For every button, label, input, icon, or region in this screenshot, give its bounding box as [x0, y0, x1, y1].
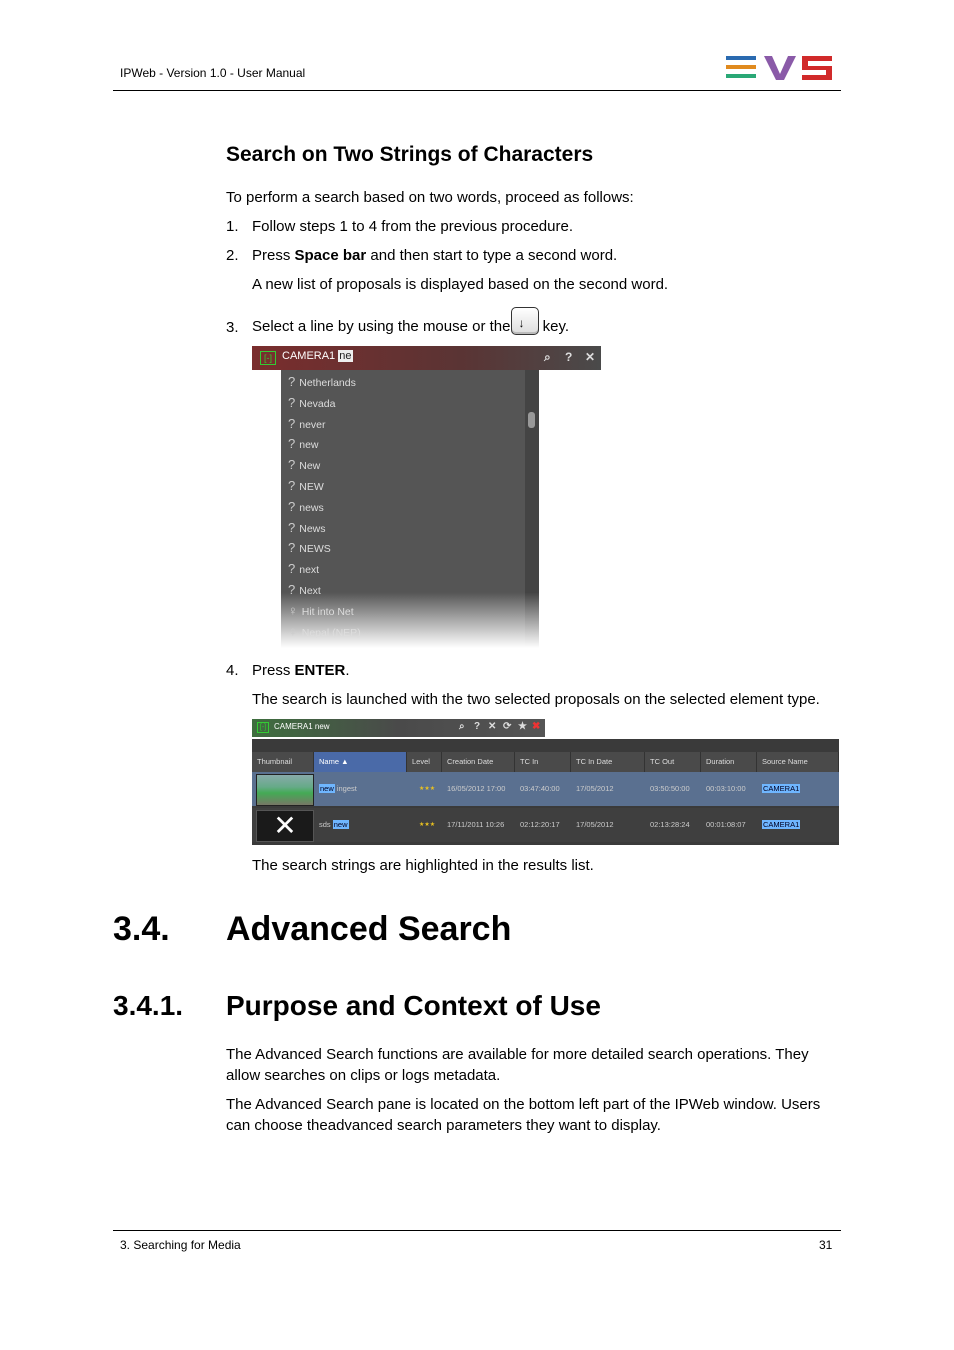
- list-scrollbar[interactable]: [525, 370, 539, 648]
- step-3-number: 3.: [226, 319, 239, 336]
- no-thumbnail-icon: ✕: [256, 810, 314, 842]
- step-1-number: 1.: [226, 218, 239, 235]
- list-item-label: Nevada: [299, 397, 336, 410]
- list-item[interactable]: [288, 582, 321, 597]
- list-item-label: News: [299, 522, 326, 535]
- proposal-list: [281, 370, 539, 648]
- column-header[interactable]: Creation Date: [442, 752, 515, 772]
- search-input[interactable]: CAMERA1 ne: [282, 350, 352, 362]
- list-item[interactable]: [288, 520, 326, 535]
- list-item[interactable]: [288, 395, 335, 410]
- question-icon: ?: [288, 498, 296, 514]
- footer-chapter: 3. Searching for Media: [120, 1238, 241, 1252]
- step-4-number: 4.: [226, 662, 239, 679]
- heading-purpose: 3.4.1. Purpose and Context of Use: [113, 990, 601, 1021]
- tc-out-cell: 03:50:50:00: [650, 784, 690, 793]
- evs-logo: [726, 54, 834, 82]
- list-item-label: Hit into Net: [301, 605, 354, 618]
- question-icon: ?: [288, 582, 296, 597]
- help-icon[interactable]: ?: [565, 350, 573, 364]
- grid-header: [252, 752, 839, 772]
- source-cell: CAMERA1: [763, 820, 800, 829]
- help-icon[interactable]: ?: [474, 721, 481, 732]
- column-header[interactable]: Name ▲: [314, 752, 407, 772]
- column-header[interactable]: Source Name: [757, 752, 839, 772]
- results-grid: [252, 739, 839, 845]
- list-item-label: New: [299, 460, 321, 473]
- question-icon: ?: [288, 561, 296, 577]
- list-item[interactable]: [288, 478, 324, 493]
- step-2-number: 2.: [226, 247, 239, 264]
- list-item-label: NEWS: [299, 543, 331, 556]
- step-4-text: Press ENTER.: [252, 662, 350, 679]
- header-doc-title: IPWeb - Version 1.0 - User Manual: [120, 66, 306, 80]
- question-icon: ?: [288, 415, 296, 431]
- refresh-icon[interactable]: ⟳: [503, 721, 512, 732]
- list-item[interactable]: [288, 540, 331, 555]
- name-cell: new ingest: [320, 784, 357, 793]
- level-stars: ★★★: [419, 822, 436, 828]
- column-header[interactable]: Duration: [701, 752, 757, 772]
- table-row[interactable]: [252, 808, 839, 842]
- section-title: Search on Two Strings of Characters: [226, 143, 594, 166]
- list-item[interactable]: [288, 374, 356, 389]
- column-header[interactable]: TC Out: [645, 752, 701, 772]
- tc-in-cell: 03:47:40:00: [520, 784, 560, 793]
- pin-icon: ♀: [288, 623, 298, 639]
- tc-in-date-cell: 17/05/2012: [576, 820, 614, 829]
- advanced-para-1: The Advanced Search functions are available for more detailed search operations. They allow searches on clips or logs metadata.: [226, 1046, 809, 1084]
- search-icon[interactable]: ⌕: [459, 721, 465, 732]
- question-icon: ?: [288, 394, 296, 410]
- list-item[interactable]: [288, 561, 319, 576]
- star-icon[interactable]: ★: [518, 721, 527, 732]
- bracket-icon[interactable]: [-]: [260, 351, 276, 365]
- column-header[interactable]: TC In: [515, 752, 571, 772]
- clear-icon[interactable]: ✕: [488, 721, 497, 732]
- scrollbar-thumb[interactable]: [528, 412, 535, 428]
- table-row[interactable]: [252, 772, 839, 806]
- list-item-label: NEW: [299, 481, 324, 493]
- question-icon: ?: [288, 436, 296, 452]
- page-number: 31: [819, 1238, 833, 1252]
- creation-date-cell: 16/05/2012 17:00: [447, 784, 506, 793]
- question-icon: ?: [288, 478, 296, 493]
- creation-date-cell: 17/11/2011 10:26: [447, 820, 505, 829]
- search-bar[interactable]: [252, 719, 545, 737]
- column-header[interactable]: TC In Date: [571, 752, 645, 772]
- duration-cell: 00:03:10:00: [706, 784, 746, 793]
- level-stars: ★★★: [419, 786, 436, 792]
- close-icon[interactable]: ✖: [532, 721, 541, 732]
- step-3-text: Select a line by using the mouse or the ↓ key.: [252, 304, 569, 341]
- name-cell: sds new: [319, 820, 348, 829]
- results-screenshot: [252, 719, 839, 845]
- step-2-note: A new list of proposals is displayed based on the second word.: [252, 276, 669, 293]
- list-item-label: Nepal (NEP): [301, 626, 361, 639]
- section-intro: To perform a search based on two words, proceed as follows:: [226, 189, 634, 206]
- footer-rule: [113, 1230, 841, 1231]
- duration-cell: 00:01:08:07: [706, 820, 746, 829]
- list-item-label: news: [299, 501, 324, 514]
- column-header[interactable]: Thumbnail: [252, 752, 314, 772]
- close-icon[interactable]: ✕: [585, 350, 596, 364]
- list-item[interactable]: [288, 603, 354, 618]
- header-rule: [113, 90, 841, 91]
- list-item-label: Next: [299, 585, 321, 597]
- step-4-note: The search is launched with the two selected proposals on the selected element type.: [252, 691, 820, 708]
- question-icon: ?: [288, 374, 296, 389]
- list-item[interactable]: [288, 436, 319, 451]
- thumbnail-image: [256, 774, 314, 806]
- list-item[interactable]: [288, 416, 326, 431]
- search-input[interactable]: CAMERA1 new: [274, 722, 330, 731]
- results-note: The search strings are highlighted in the results list.: [252, 857, 594, 874]
- advanced-para-2: The Advanced Search pane is located on the bottom left part of the IPWeb window. Users can choose theadvanced search parameters they want to display.: [226, 1096, 821, 1134]
- search-icon[interactable]: ⌕: [544, 350, 551, 364]
- list-item-label: never: [299, 418, 326, 431]
- list-item-label: next: [299, 564, 320, 577]
- list-item[interactable]: [288, 457, 320, 472]
- question-icon: ?: [288, 540, 296, 556]
- column-header[interactable]: Level: [407, 752, 442, 772]
- pin-icon: ♀: [288, 602, 298, 618]
- heading-advanced-search: 3.4. Advanced Search: [113, 910, 512, 948]
- autocomplete-screenshot: [252, 346, 601, 648]
- tc-out-cell: 02:13:28:24: [650, 820, 690, 829]
- question-icon: ?: [288, 519, 296, 535]
- tc-in-cell: 02:12:20:17: [520, 820, 560, 829]
- source-cell: CAMERA1: [763, 784, 800, 793]
- list-item-label: Netherlands: [299, 377, 356, 389]
- down-arrow-key-icon: ↓: [511, 307, 539, 335]
- list-item-label: new: [299, 439, 319, 452]
- list-item[interactable]: [288, 624, 361, 639]
- step-1-text: Follow steps 1 to 4 from the previous procedure.: [252, 218, 573, 235]
- list-item[interactable]: [288, 499, 324, 514]
- search-bar[interactable]: [252, 346, 601, 370]
- step-2-text: Press Space bar and then start to type a second word.: [252, 247, 618, 264]
- bracket-icon[interactable]: [-]: [257, 722, 269, 733]
- tc-in-date-cell: 17/05/2012: [576, 784, 614, 793]
- question-icon: ?: [288, 457, 296, 473]
